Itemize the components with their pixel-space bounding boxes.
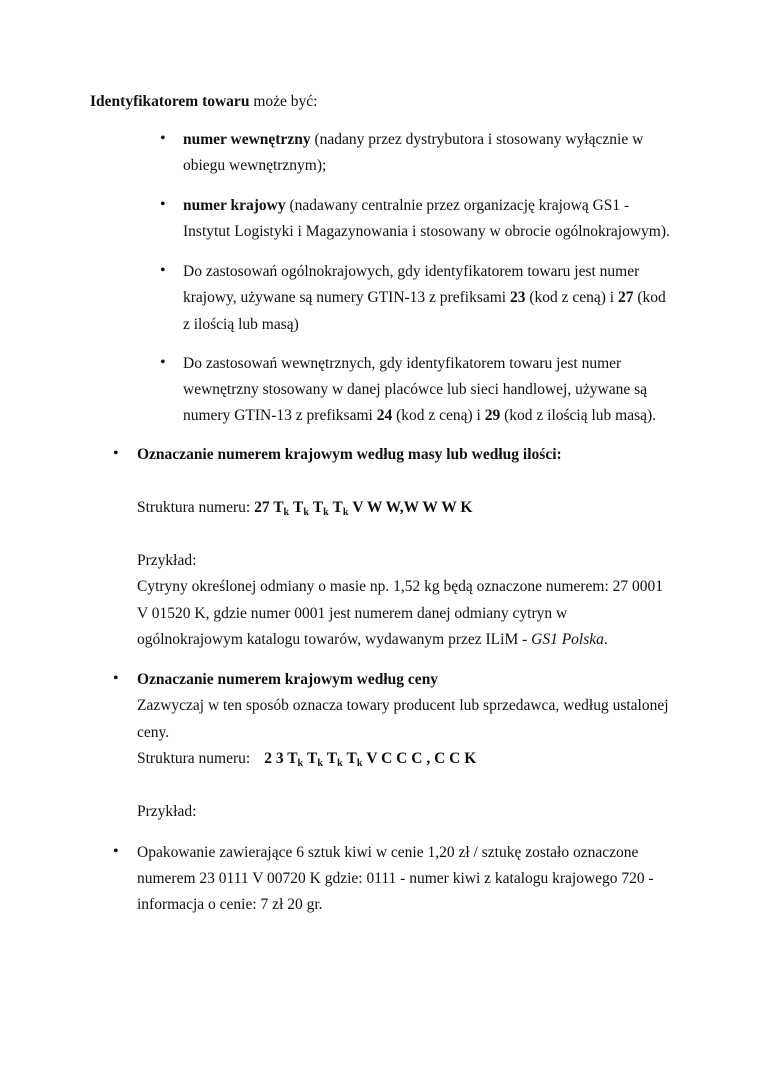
sub-item-2-bold: numer krajowy	[183, 197, 286, 214]
bullet-icon: •	[160, 130, 166, 147]
section-mass-heading-text: Oznaczanie numerem krajowym według masy lub według ilości:	[137, 446, 562, 463]
sub-item-4-line3	[183, 407, 656, 425]
section-price-desc-line2: ceny.	[137, 724, 170, 741]
structure-prefix: 2 3	[264, 750, 288, 767]
sub-item-4-text-e: (kod z ilością lub masą).	[500, 407, 657, 424]
structure-label: Struktura numeru:	[137, 750, 251, 767]
sub-item-4-text-c: (kod z ceną) i	[392, 407, 485, 424]
sub-item-4-prefix-24: 24	[376, 407, 393, 424]
section-price-example-label: Przykład:	[137, 803, 197, 820]
section-mass-example-line1: Cytryny określonej odmiany o masie np. 1,52 kg będą oznaczone numerem: 27 0001	[137, 578, 664, 595]
sub-item-3-line1: Do zastosowań ogólnokrajowych, gdy identyfikatorem towaru jest numer	[183, 263, 640, 280]
sub-item-3-text-e: (kod	[633, 289, 666, 306]
tk-symbol: $T_k$	[273, 499, 290, 518]
bullet-icon: •	[113, 670, 119, 687]
sub-item-1-bold: numer wewnętrzny	[183, 131, 311, 148]
sub-item-3-line2	[183, 289, 666, 307]
example-period: .	[603, 631, 608, 648]
bullet-icon: •	[113, 445, 119, 462]
tk-symbol: $T_k$	[306, 750, 323, 769]
bullet-icon: •	[160, 196, 166, 213]
sub-item-2-line2: Instytut Logistyki i Magazynowania i stosowany w obrocie ogólnokrajowym).	[183, 223, 670, 240]
bullet-icon: •	[160, 262, 166, 279]
gs1-polska-italic: GS1 Polska	[531, 631, 604, 648]
intro-rest: może być:	[249, 93, 318, 110]
bullet-icon: •	[160, 354, 166, 371]
bullet-icon: •	[113, 843, 119, 860]
sub-item-2-line1	[183, 197, 629, 215]
tk-symbol: $T_k$	[312, 499, 329, 518]
section-kiwi-line1: Opakowanie zawierające 6 sztuk kiwi w cenie 1,20 zł / sztukę zostało oznaczone	[137, 844, 639, 861]
tk-symbol: $T_k$	[326, 750, 343, 769]
sub-item-3-line3: z ilością lub masą)	[183, 316, 299, 333]
sub-item-4-text-a: numery GTIN-13 z prefiksami	[183, 407, 377, 424]
section-mass-heading	[137, 446, 562, 464]
section-mass-structure	[137, 499, 472, 517]
tk-symbol: $T_k$	[287, 750, 304, 769]
section-mass-example-label: Przykład:	[137, 552, 197, 569]
sub-item-1-line2: obiegu wewnętrznym);	[183, 157, 327, 174]
section-price-structure	[137, 750, 476, 768]
tk-symbol: $T_k$	[332, 499, 349, 518]
tk-symbol: $T_k$	[346, 750, 363, 769]
sub-item-3-text-c: (kod z ceną) i	[525, 289, 618, 306]
sub-item-1-line1	[183, 131, 643, 149]
sub-item-4-line1: Do zastosowań wewnętrznych, gdy identyfikatorem towaru jest numer	[183, 355, 622, 372]
structure-prefix: 27	[254, 499, 274, 516]
structure-label: Struktura numeru:	[137, 499, 255, 516]
intro-line	[90, 93, 317, 111]
section-mass-example-line3	[137, 631, 608, 649]
section-price-desc-line1: Zazwyczaj w ten sposób oznacza towary producent lub sprzedawca, według ustalonej	[137, 697, 669, 714]
sub-item-3-prefix-23: 23	[509, 289, 526, 306]
sub-item-4-line2: wewnętrzny stosowany w danej placówce lub sieci handlowej, używane są	[183, 381, 647, 398]
structure-suffix: V C C C , C C K	[366, 750, 477, 767]
tk-symbol: $T_k$	[292, 499, 309, 518]
intro-bold: Identyfikatorem towaru	[90, 93, 250, 110]
section-mass-example-line2: V 01520 K, gdzie numer 0001 jest numerem danej odmiany cytryn w	[137, 605, 568, 622]
sub-item-4-prefix-29: 29	[484, 407, 501, 424]
sub-item-3-prefix-27: 27	[618, 289, 634, 306]
sub-item-1-rest: (nadany przez dystrybutora i stosowany wyłącznie w	[310, 131, 644, 148]
sub-item-3-text-a: krajowy, używane są numery GTIN-13 z prefiksami	[183, 289, 510, 306]
section-price-heading-text: Oznaczanie numerem krajowym według ceny	[137, 671, 439, 688]
sub-item-2-rest: (nadawany centralnie przez organizację krajową GS1 -	[285, 197, 630, 214]
section-price-heading	[137, 671, 438, 689]
example-text: ogólnokrajowym katalogu towarów, wydawanym przez ILiM -	[137, 631, 532, 648]
structure-suffix: V W W,W W W K	[352, 499, 473, 516]
section-kiwi-line3: informacja o cenie: 7 zł 20 gr.	[137, 896, 323, 913]
section-kiwi-line2: numerem 23 0111 V 00720 K gdzie: 0111 - numer kiwi z katalogu krajowego 720 -	[137, 870, 654, 887]
